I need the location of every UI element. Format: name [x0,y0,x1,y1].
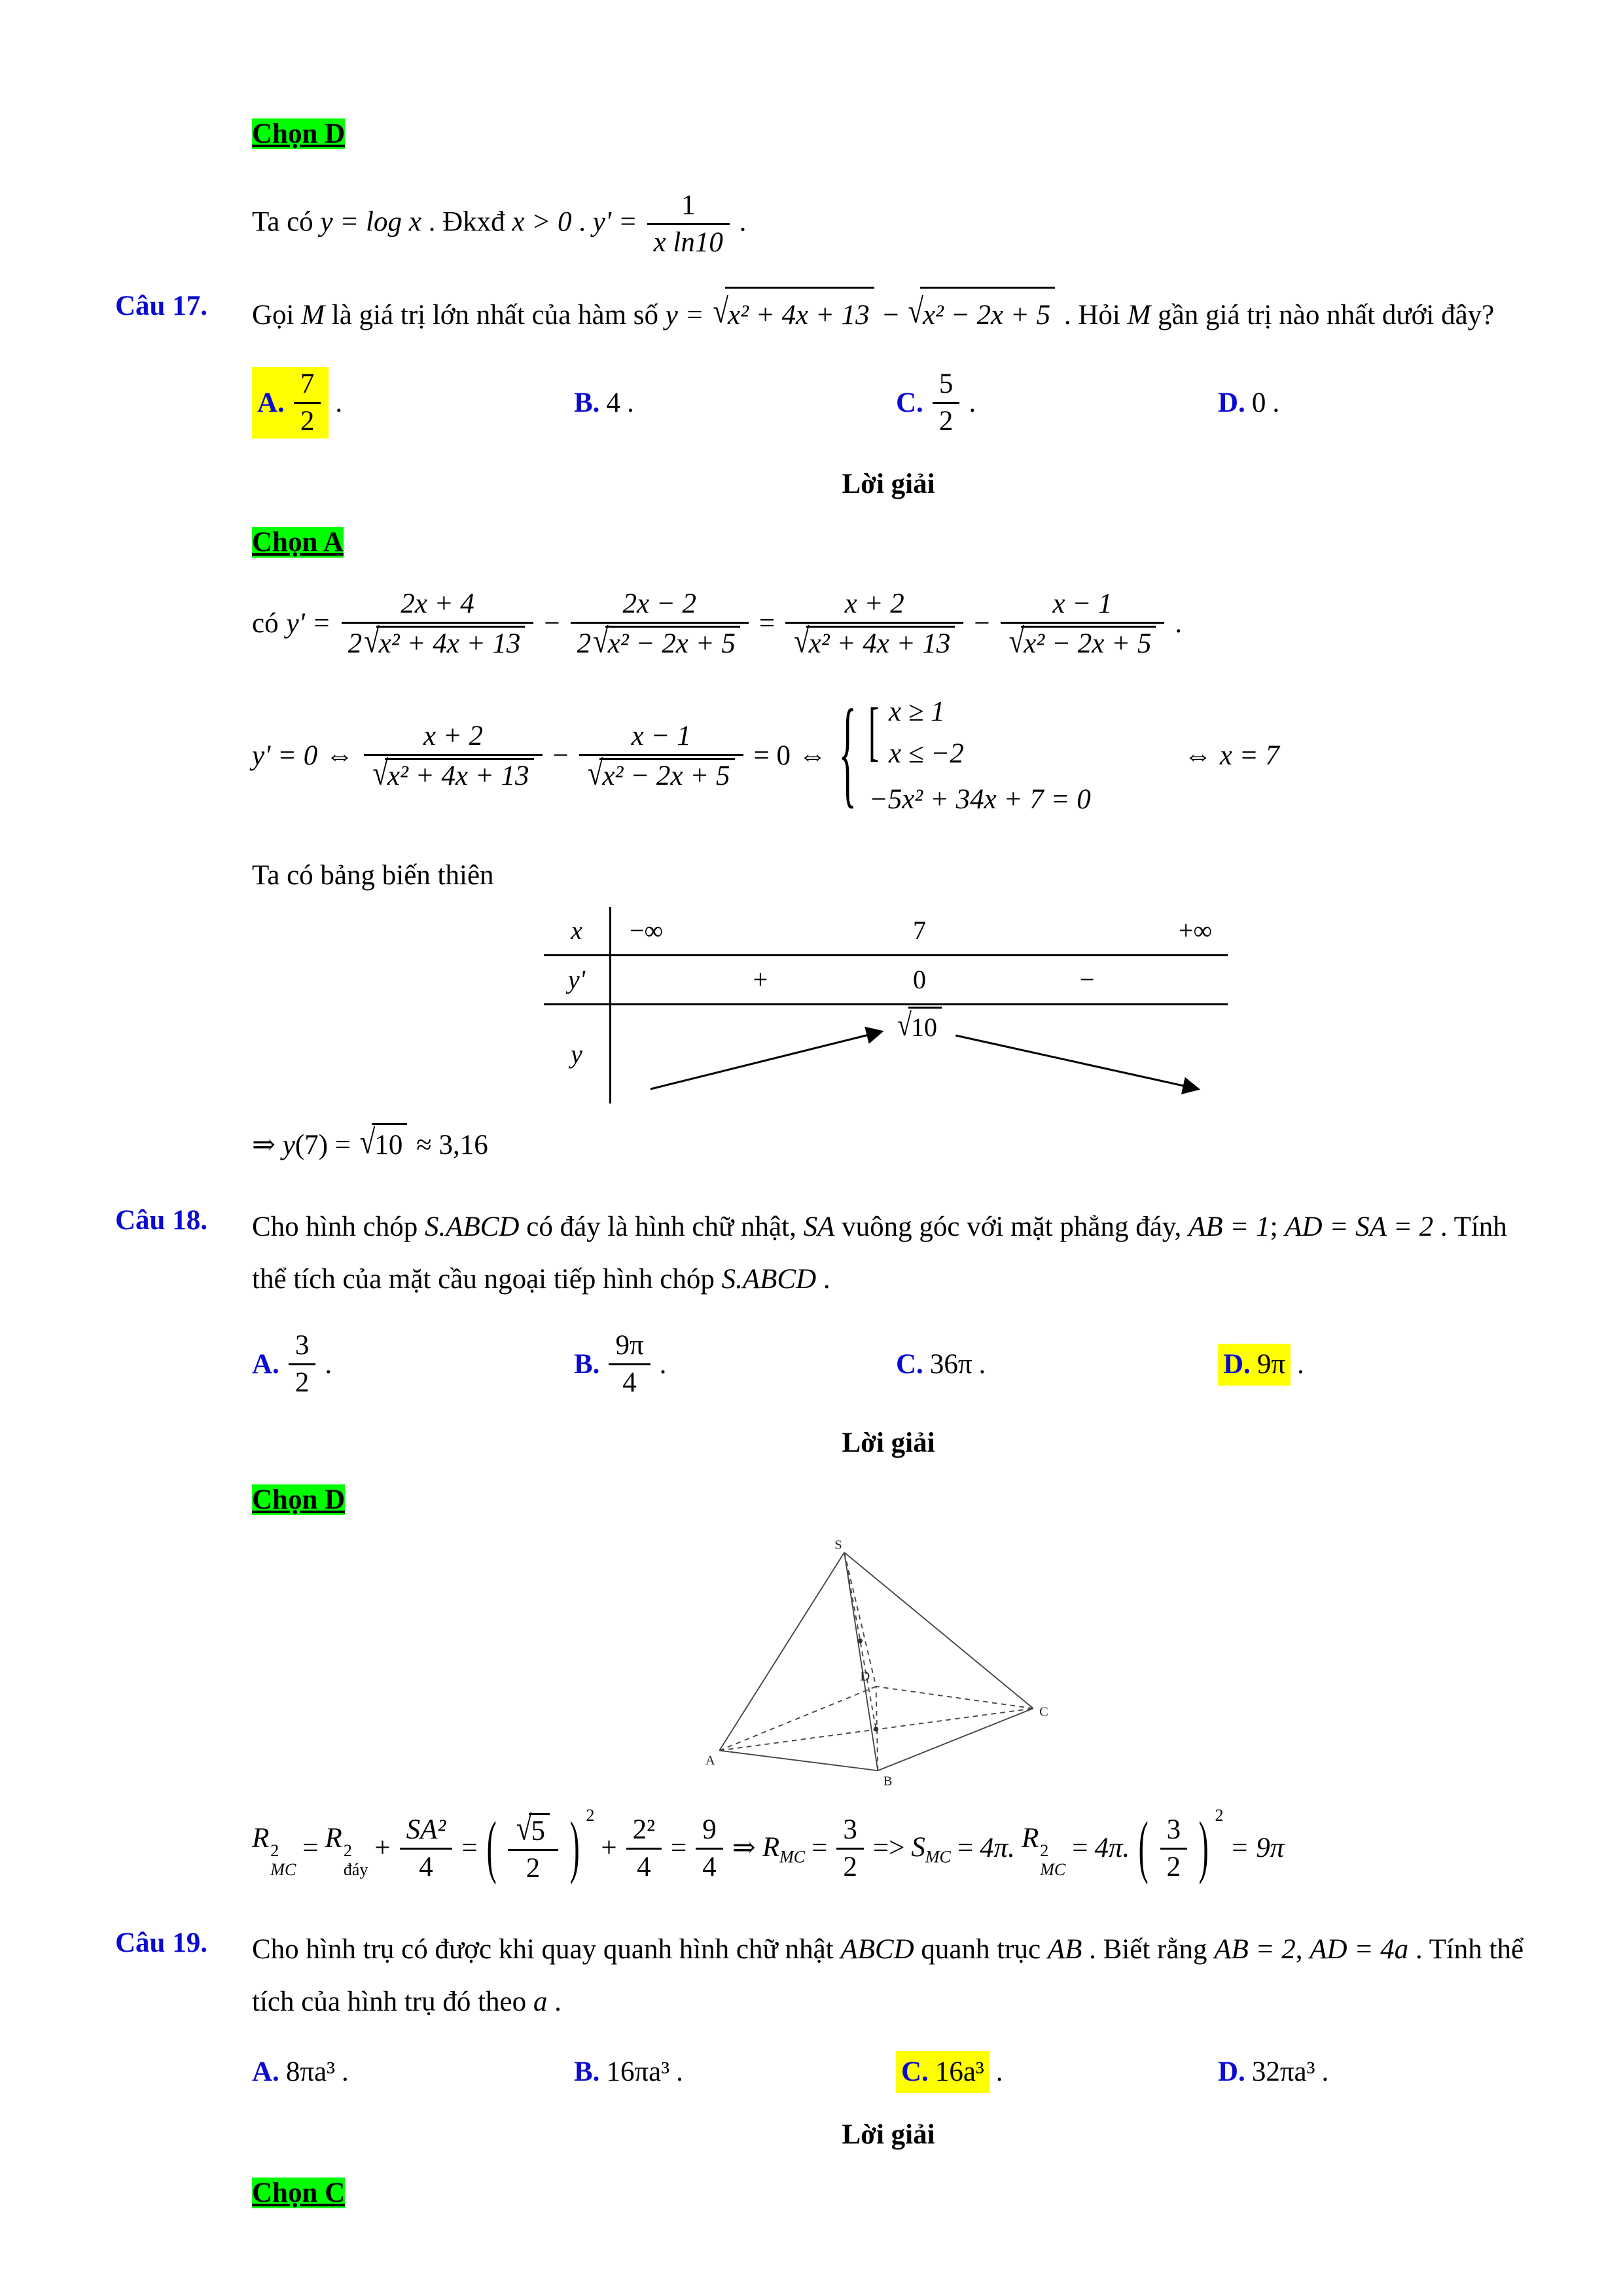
q19-answer-line [252,2174,1525,2213]
option-label: B. [574,387,600,418]
option-value: 4 [606,387,620,418]
question-17 [115,287,1525,342]
q18-option-c [896,1345,1218,1384]
math-operator: − [544,608,560,639]
solution-heading: Lời giải [842,469,935,500]
option-period: . [659,1348,667,1380]
radicand: x² − 2x + 5 [605,626,740,660]
math-var: a [533,1986,548,2017]
question-19-number: Câu 19. [115,1928,207,1959]
stem-text: quanh trục [914,1934,1048,1965]
variation-table-caption: Ta có bảng biến thiên [252,859,494,891]
solution-text: . [732,206,747,238]
radical-sign: √ [713,293,728,331]
math-expression: (7) = [294,1129,358,1160]
numerator: 2x − 2 [622,588,697,619]
radical [713,287,874,342]
q18-option-d [1218,1344,1304,1386]
stem-text: . [816,1263,830,1295]
option-period: . [342,2056,349,2088]
radicand: x² + 4x + 13 [376,626,526,660]
numerator: 3 [294,1330,310,1361]
big-paren-left: ( [1138,1809,1149,1886]
variation-table [544,907,1228,1103]
option-period: . [325,1348,332,1380]
option-label: B. [574,1348,600,1380]
denominator: 2 [508,1849,558,1884]
table-header-x: x [571,915,582,945]
math-expression: AB = 1 [1188,1211,1270,1242]
stem-text: Cho hình chóp [252,1211,425,1242]
r-squared-base [325,1819,368,1878]
iff-symbol: ⇔ [1183,740,1212,772]
radical-sign: √ [372,755,388,793]
option-value: 16a³ [935,2056,984,2088]
math-operator: = [1072,1833,1088,1864]
vertex-label-b: B [883,1774,893,1789]
option-value: 32πa³ [1251,2056,1315,2088]
fraction [696,1814,723,1883]
fraction [1160,1814,1188,1883]
r-squared-mc [1022,1819,1065,1878]
implies-symbol: ⇒ [252,1129,283,1160]
numerator: 2² [632,1814,656,1845]
radical [587,755,735,793]
radical [794,622,955,660]
fraction [571,588,749,660]
math-var: S.ABCD [721,1263,817,1295]
denominator: 2 [933,402,960,437]
fraction [289,1330,316,1399]
sign-plus: + [753,964,768,994]
math-expression: AD = 4a [1310,1934,1409,1965]
variation-table-y-row [544,1005,1228,1103]
numerator: x + 2 [844,588,904,619]
pyramid-svg [704,1534,1058,1790]
numerator: 9π [615,1330,644,1361]
radicand: x² + 4x + 13 [725,287,874,342]
math-var: M [301,299,325,331]
x-value-neg-infinity: −∞ [630,915,664,945]
fraction [609,1330,650,1399]
q16-answer-line [252,115,1525,154]
q17-options [252,367,1525,439]
option-label: C. [896,387,923,418]
q17-option-d [1218,384,1279,423]
big-paren-right: ) [1198,1809,1209,1886]
q18-options [252,1330,1525,1399]
math-expression: ≈ 3,16 [409,1129,488,1160]
radical [360,1123,408,1165]
case-stack [869,692,1091,820]
radicand: x² − 2x + 5 [599,758,734,792]
denominator: 4 [400,1848,453,1883]
table-header-yprime: y' [567,964,586,994]
radical [1008,622,1156,660]
r-mc [762,1828,805,1869]
chosen-answer-label: Chọn D [252,118,346,149]
iff-symbol: ⇔ [798,740,827,772]
radical-sign: √ [908,293,923,331]
sign-minus: − [1079,964,1095,994]
vertex-label-c: C [1039,1704,1048,1719]
question-18 [115,1201,1525,1305]
option-label: D. [1218,2056,1245,2088]
math-operator: + [601,1833,617,1864]
table-header-y: y [571,1039,582,1069]
fraction [342,588,534,660]
option-period: . [995,2056,1003,2088]
denominator: 2 [1160,1848,1188,1883]
option-period: . [1297,1348,1304,1380]
math-operator: = [758,608,776,639]
fraction [647,190,730,259]
vertex-label-d: D [860,1669,870,1684]
stem-text: . Tính thể tích của hình trụ đó theo [252,1934,1524,2017]
case-equation: −5x² + 34x + 7 = 0 [868,784,1091,816]
solution-text: . [571,206,593,238]
radical-sign: √ [897,1007,912,1043]
radicand: x² − 2x + 5 [1021,626,1156,660]
sphere-center-point [858,1638,863,1643]
stem-text: là giá trị lớn nhất của hàm số [325,299,666,331]
q17-option-a [252,367,574,439]
q19-options [252,2051,1525,2093]
math-expression: AB = 2 [1214,1934,1296,1965]
radicand: x² − 2x + 5 [920,287,1055,342]
stem-text: . [547,1986,562,2017]
denominator [571,622,749,660]
radical-sign: √ [794,622,810,660]
math-coefficient: 4π. [1094,1833,1130,1864]
math-expression: y = [665,299,711,331]
numerator: 3 [1166,1814,1181,1845]
math-expression: x > 0 [512,206,572,238]
radicand: 10 [908,1007,942,1046]
period: . [1175,608,1183,639]
solution-text: . Đkxđ [421,206,512,238]
q19-option-d [1218,2053,1329,2092]
math-operator: = [957,1833,974,1864]
subscript: đáy [343,1859,368,1879]
denominator [342,622,534,660]
fraction [1001,588,1165,660]
question-19 [115,1924,1525,2028]
fraction [933,368,960,437]
q19-option-b [574,2053,896,2092]
radical [364,622,525,660]
q17-derivative-formula [252,588,1525,660]
superscript: 2 [343,1840,352,1860]
stem-text: ; [1270,1211,1285,1242]
chosen-answer-label: Chọn D [252,1484,346,1515]
radical-sign: √ [593,622,609,660]
system-brace: { [838,688,857,821]
math-expression: y' = [286,608,331,639]
fraction [294,368,321,437]
option-value: 0 [1251,387,1266,418]
question-17-number: Câu 17. [115,290,207,321]
table-header-cell [544,956,611,1003]
math-operator: = [812,1833,828,1864]
stem-text: có đáy là hình chữ nhật, [519,1211,804,1242]
stem-text: . Hỏi [1063,299,1128,331]
option-label: A. [257,387,285,418]
big-paren-left: ( [486,1809,497,1886]
stem-text: gần giá trị nào nhất dưới đây? [1150,299,1495,331]
subscript: MC [270,1859,296,1879]
numerator: x − 1 [1052,588,1113,619]
stem-text: Gọi [252,299,302,331]
radical-sign: √ [1008,622,1025,660]
case-condition: x ≥ 1 [889,696,945,728]
radical [908,287,1055,342]
big-paren-right: ) [569,1809,580,1886]
superscript: 2 [1040,1840,1049,1860]
denominator [1001,622,1165,660]
correct-answer-highlight [896,2051,990,2093]
exponent: 2 [586,1806,595,1825]
table-header-cell [544,1005,611,1103]
table-x-cells [611,907,1228,954]
math-operator: = [461,1833,478,1864]
math-result: x = 7 [1219,740,1279,772]
fraction [508,1810,558,1884]
math-expression: y' = [592,206,645,238]
math-var: M [1127,299,1151,331]
option-value: 9π [1257,1348,1286,1380]
math-expression: = 0 [753,740,791,772]
sign-zero: 0 [913,964,926,994]
radicand: x² + 4x + 13 [806,626,955,660]
denominator [579,754,743,792]
stem-text: vuông góc với mặt phẳng đáy, [834,1211,1188,1242]
math-var: SA [803,1211,835,1242]
math-coefficient: 2 [577,628,592,659]
denominator: 2 [836,1848,864,1883]
question-18-stem [252,1201,1525,1305]
question-19-stem [252,1924,1525,2028]
radical [372,755,533,793]
denominator: 4 [626,1848,662,1883]
denominator [364,754,542,792]
table-variation-cells [611,1005,1228,1103]
fraction [626,1814,662,1883]
iff-symbol: ⇔ [325,740,354,772]
fraction [579,721,743,792]
option-period: . [626,387,634,418]
option-period: . [335,387,343,418]
math-coefficient: 4π. [980,1833,1015,1864]
variation-arrows [611,1005,1228,1103]
stem-text: . Tính thể tích của mặt cầu ngoại tiếp hình chóp [252,1211,1507,1295]
solution-text: có [252,608,279,639]
table-sign-cells [611,956,1228,1003]
x-value-pos-infinity: +∞ [1178,915,1212,945]
correct-answer-highlight [1218,1344,1291,1386]
radicand: 5 [529,1813,550,1847]
math-operator: − [974,608,990,639]
option-label: C. [896,1348,923,1380]
numerator: 1 [681,190,696,221]
q19-option-a [252,2053,574,2092]
s-mc [911,1828,951,1869]
q17-answer-line [252,523,1525,562]
option-period: . [969,387,976,418]
correct-answer-highlight [252,367,329,439]
fraction [400,1814,453,1883]
denominator [785,622,963,660]
r-squared-mc [252,1819,296,1878]
q17-conclusion [252,1123,1525,1165]
q19-option-c [896,2051,1218,2093]
sup-sub-stack [270,1842,296,1878]
math-operator: + [374,1833,391,1864]
numerator: 2x + 4 [401,588,474,619]
radical [516,1810,550,1848]
math-coefficient: 2 [348,628,363,659]
math-expression: y = log x [320,206,421,238]
x-value-critical: 7 [913,915,926,945]
solution-heading: Lời giải [842,2119,935,2151]
table-header-cell [544,907,611,954]
base-center-point [874,1727,878,1731]
denominator: 2 [294,402,321,437]
implies-symbol: ⇒ [732,1833,756,1864]
math-result: = 9π [1230,1833,1285,1864]
superscript: 2 [270,1840,279,1860]
denominator: 4 [696,1848,723,1883]
math-var: S.ABCD [424,1211,520,1242]
numerator [508,1810,558,1849]
fraction [364,721,542,792]
subscript: MC [779,1847,806,1867]
math-expression: y' = 0 [252,740,318,772]
numerator: x − 1 [631,720,691,751]
math-var: ABCD [840,1934,914,1965]
math-operator: = [302,1833,319,1864]
case-system [834,688,1091,821]
option-period: . [1272,387,1280,418]
math-var: AB [1047,1934,1082,1965]
sup-sub-stack [344,1842,368,1878]
sup-sub-stack [1040,1842,1065,1878]
stem-text: , [1295,1934,1310,1965]
solution-heading: Lời giải [842,1427,935,1459]
numerator: SA² [406,1814,446,1845]
question-17-stem [252,287,1525,342]
radical-sign: √ [359,1123,376,1161]
q17-option-c [896,368,1218,437]
numerator: 7 [300,368,315,400]
numerator: 9 [702,1814,717,1845]
solution-text: Ta có [252,206,321,238]
radical-sign: √ [516,1810,532,1848]
math-operator: − [552,740,569,772]
option-label: D. [1223,1348,1251,1380]
math-var: R [252,1822,270,1854]
case-or-group [869,692,964,774]
radical-sign: √ [587,755,603,793]
math-operator: = [671,1833,687,1864]
math-var: R [1021,1822,1039,1854]
subscript: MC [925,1847,951,1867]
option-label: C. [901,2056,929,2088]
radicand: 10 [372,1123,407,1165]
q18-solution-formula [252,1806,1525,1886]
math-expression: AD = SA = 2 [1285,1211,1434,1242]
math-var: R [762,1831,780,1863]
option-period: . [978,1348,986,1380]
denominator: 4 [609,1363,650,1399]
q16-solution-line [252,190,1525,259]
stem-text: . Biết rằng [1082,1934,1215,1965]
q17-roots-formula [252,688,1525,821]
option-value: 16πa³ [606,2056,670,2088]
radicand: x² + 4x + 13 [385,758,534,792]
variation-table-x-row [544,907,1228,956]
radical-sign: √ [364,622,380,660]
option-period: . [676,2056,683,2088]
radical [593,622,740,660]
or-bracket: [ [868,696,880,769]
option-label: A. [252,2056,279,2088]
vertex-label-a: A [705,1753,715,1768]
numerator: 5 [938,368,954,400]
math-operator: − [883,299,899,331]
chosen-answer-label: Chọn A [252,526,344,558]
numerator: x + 2 [423,720,483,751]
pyramid-figure [704,1534,1058,1790]
fraction [785,588,963,660]
option-value: 8πa³ [285,2056,335,2088]
q18-option-a [252,1330,574,1399]
chosen-answer-label: Chọn C [252,2177,346,2208]
arrow-symbol: => [872,1833,905,1864]
option-label: A. [252,1348,279,1380]
variation-table-yprime-row [544,956,1228,1005]
numerator: 3 [843,1814,857,1845]
case-condition: x ≤ −2 [889,738,964,770]
denominator: x ln10 [647,223,730,259]
q18-answer-line [252,1480,1525,1520]
math-var: R [325,1822,342,1854]
option-period: . [1321,2056,1329,2088]
or-stack [889,692,964,774]
fraction [836,1814,864,1883]
option-value: 36π [929,1348,972,1380]
vertex-label-s: S [834,1537,842,1552]
subscript: MC [1040,1859,1066,1879]
denominator: 2 [289,1363,316,1399]
exponent: 2 [1215,1806,1224,1825]
option-label: B. [574,2056,600,2088]
q17-option-b [574,384,896,423]
q18-option-b [574,1330,896,1399]
stem-text: Cho hình trụ có được khi quay quanh hình chữ nhật [252,1934,841,1965]
math-var: y [282,1129,295,1160]
question-18-number: Câu 18. [115,1204,207,1236]
math-var: S [911,1831,925,1863]
option-label: D. [1218,387,1245,418]
